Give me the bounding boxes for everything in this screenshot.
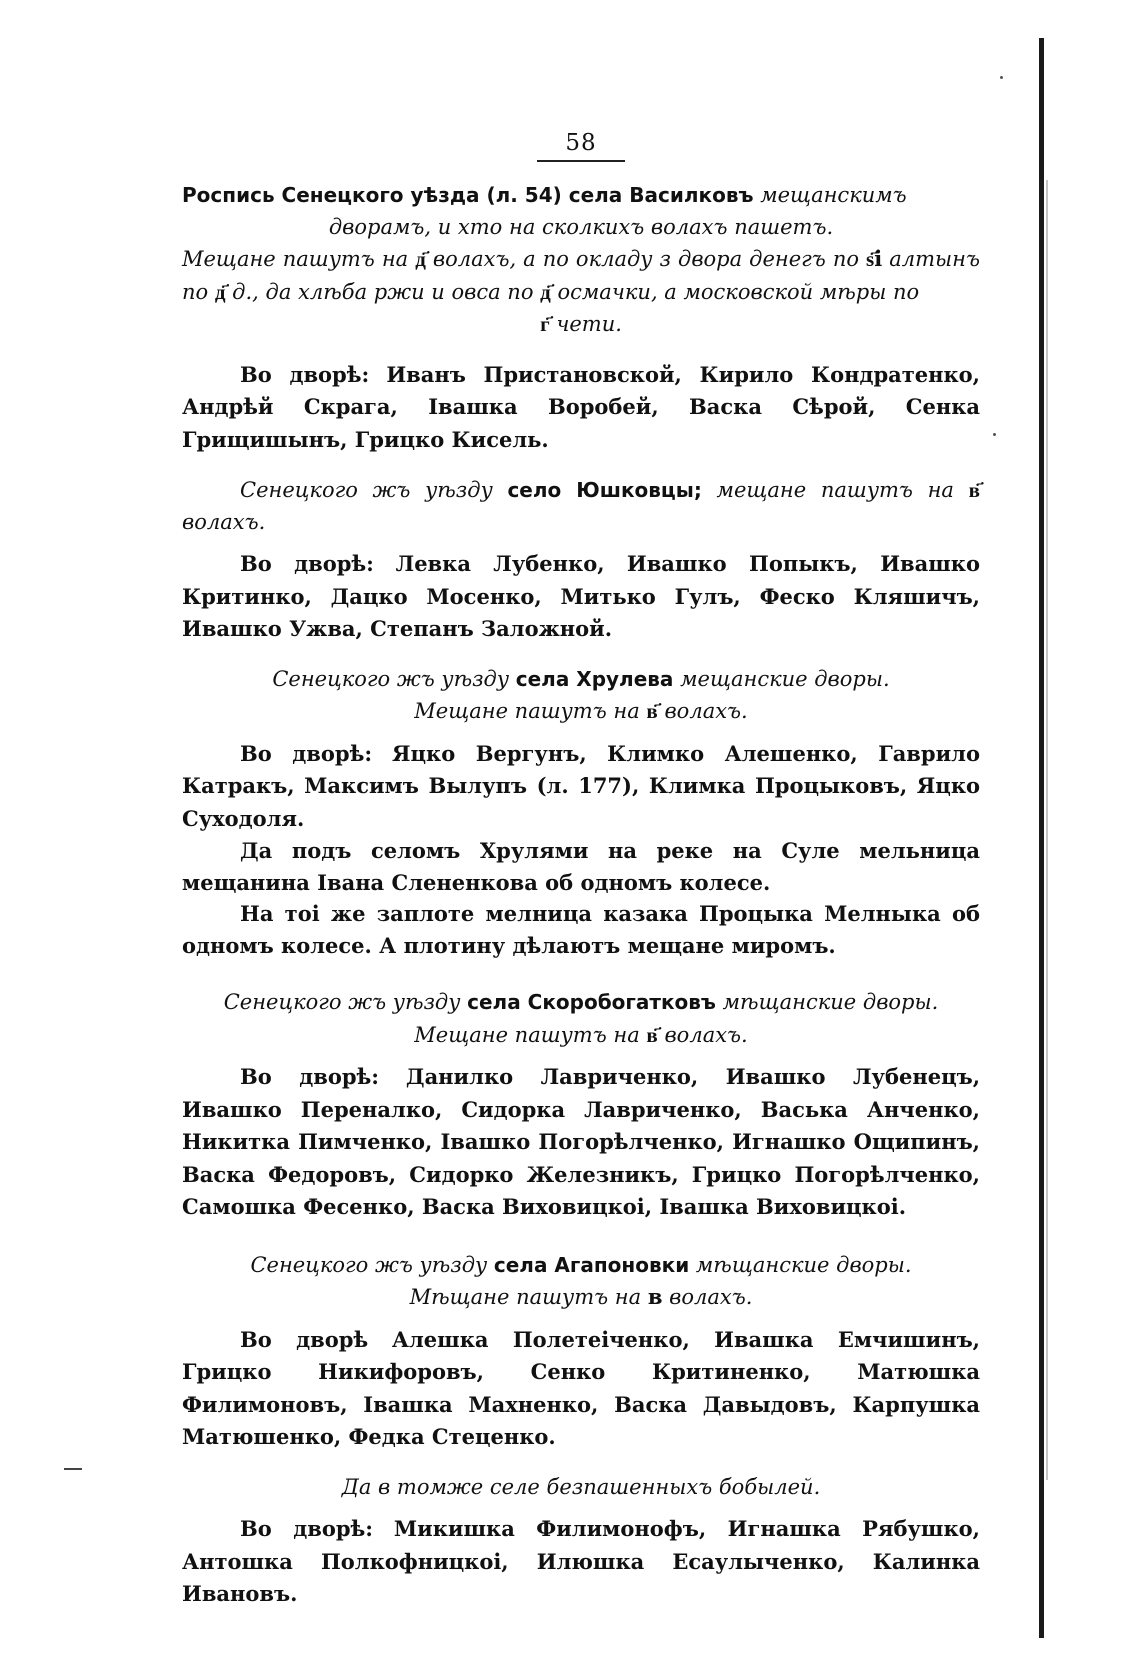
yard-label: Во дворѣ: xyxy=(240,1064,380,1089)
yard-names: Иванъ Пристановской, Кирило Кондратенко, Андрѣй Скрага, Івашка Воробей, Васка Сѣрой, Сенка Грищишынъ, Грицко Кисель. xyxy=(182,361,980,452)
section-heading-skorobogatkov xyxy=(182,987,980,1019)
heading-bold-text: села Скоробогатковъ xyxy=(467,990,716,1014)
yard-names: Яцко Вергунъ, Климко Алешенко, Гаврило Катракъ, Максимъ Вылупъ (л. 177), Климка Процыковъ, Яцко Суходоля. xyxy=(182,740,980,831)
note-text: Мещане пашутъ на xyxy=(414,699,640,723)
note-text: чети. xyxy=(556,312,622,336)
heading-italic-text: дворамъ, и хто на сколкихъ волахъ пашетъ. xyxy=(328,214,834,239)
plough-note-skorobogatkov xyxy=(182,1019,980,1052)
mill-entry-1: Да подъ селомъ Хрулями на реке на Суле мельница мещанина Івана Слененкова об одномъ колесе. xyxy=(182,838,980,895)
section-heading-vasilkov xyxy=(182,180,980,212)
yard-label: Во дворѣ: xyxy=(240,551,374,576)
yard-list-vasilkov xyxy=(182,359,980,457)
heading-italic-text: Сенецкого жъ уѣзду xyxy=(250,1252,488,1277)
heading-italic-text: мѣщанские дворы. xyxy=(695,1252,912,1277)
note-text: волахъ. xyxy=(669,1285,753,1309)
note-text: Мещане пашутъ на xyxy=(414,1022,640,1047)
yard-names: Микишка Филимонофъ, Игнашка Рябушко, Антошка Полкофницкоі, Илюшка Есаулыченко, Калинка Ивановъ. xyxy=(182,1516,980,1606)
heading-italic-text: Сенецкого жъ уѣзду xyxy=(223,990,461,1014)
note-text: Мещане пашутъ на xyxy=(182,247,409,271)
section-heading-agaponovka xyxy=(182,1250,980,1282)
church-numeral: ѕ҃і xyxy=(866,246,883,271)
church-numeral: в xyxy=(647,1284,663,1309)
church-numeral: в҃ xyxy=(646,1021,658,1047)
section-heading-bobyli: Да в томже селе безпашенныхъ бобылей. xyxy=(341,1474,821,1499)
heading-italic-text: волахъ. xyxy=(182,509,266,534)
page-number: 58 xyxy=(565,130,597,156)
assessment-note-vasilkov xyxy=(182,243,980,308)
note-text: Мѣщане пашутъ на xyxy=(409,1285,642,1309)
plough-note-agaponovka xyxy=(182,1281,980,1314)
yard-list-skorobogatkov xyxy=(182,1061,980,1224)
document-page xyxy=(182,130,980,1611)
section-heading-yushkovtsy xyxy=(182,474,980,538)
church-numeral: д҃ xyxy=(415,246,426,271)
heading-italic-text: Сенецкого жъ уѣзду xyxy=(240,478,493,502)
page-binding-edge xyxy=(1039,38,1044,1638)
note-text: алтынъ по xyxy=(182,247,980,304)
yard-label: Во дворѣ: xyxy=(240,1516,374,1541)
heading-bold-text: Роспись Сенецкого уѣзда (л. 54) села Василковъ xyxy=(182,183,754,207)
page-number-rule xyxy=(537,160,625,162)
heading-bold-text: села Агапоновки xyxy=(493,1252,690,1277)
margin-mark xyxy=(64,1468,82,1470)
section-heading-khruleva xyxy=(182,664,980,696)
note-text: осмачки, а московской мѣры по xyxy=(557,279,920,304)
yard-names: Данилко Лавриченко, Ивашко Лубенецъ, Ивашко Переналко, Сидорка Лавриченко, Васька Анченко, Никитка Пимченко, Івашко Погорѣлченко, Игнашко Ощипинъ, Васка Федоровъ, Сидорко Железникъ, Грицко Погорѣлченко, Самошка Фесенко, Васка Виховицкоі, Івашка Виховицкоі. xyxy=(182,1064,980,1219)
church-numeral: д҃ xyxy=(540,278,551,304)
yard-list-khruleva xyxy=(182,738,980,836)
heading-bold-text: села Хрулева xyxy=(515,666,674,691)
yard-names: Левка Лубенко, Ивашко Попыкъ, Ивашко Критинко, Дацко Мосенко, Митько Гулъ, Феско Кляшичъ, Ивашко Ужва, Степанъ Заложной. xyxy=(182,551,980,641)
heading-italic-text: мещане пашутъ на xyxy=(716,478,954,502)
heading-italic-text: мещанскимъ xyxy=(760,183,907,207)
heading-italic-text: мещанские дворы. xyxy=(680,666,890,691)
print-speck xyxy=(993,433,996,436)
yard-label: Во дворѣ: xyxy=(240,740,373,766)
church-numeral: д҃ xyxy=(214,278,226,304)
plough-note-khruleva xyxy=(182,695,980,728)
print-speck xyxy=(1000,76,1003,79)
note-text: волахъ. xyxy=(664,699,748,723)
yard-list-agaponovka xyxy=(182,1324,980,1454)
mill-entry-2: На тоі же заплоте мелница казака Процыка Мелныка об одномъ колесе. А плотину дѣлаютъ мещане миромъ. xyxy=(182,901,980,958)
note-text: волахъ, а по окладу з двора денегъ по xyxy=(432,247,859,271)
yard-names: Алешка Полетеіченко, Ивашка Емчишинъ, Грицко Никифоровъ, Сенко Критиненко, Матюшка Филимоновъ, Івашка Махненко, Васка Давыдовъ, Карпушка Матюшенко, Федка Стеценко. xyxy=(182,1326,980,1449)
yard-label: Во дворѣ: xyxy=(240,361,370,387)
page-binding-shadow xyxy=(1046,180,1048,1480)
yard-list-bobyli xyxy=(182,1513,980,1611)
heading-continuation xyxy=(182,212,980,244)
heading-bold-text: село Юшковцы; xyxy=(507,478,702,502)
church-numeral: в҃ xyxy=(968,477,980,502)
church-numeral: в҃ xyxy=(646,698,658,723)
note-text: волахъ. xyxy=(664,1022,748,1047)
yard-list-yushkovtsy xyxy=(182,548,980,646)
note-text: д., да хлѣба ржи и овса по xyxy=(232,279,534,304)
heading-italic-text: мѣщанские дворы. xyxy=(722,990,939,1014)
assessment-note-end xyxy=(182,308,980,341)
heading-italic-text: Сенецкого жъ уѣзду xyxy=(272,666,510,691)
yard-label: Во дворѣ xyxy=(240,1326,369,1352)
church-numeral: г҃ xyxy=(540,311,550,336)
